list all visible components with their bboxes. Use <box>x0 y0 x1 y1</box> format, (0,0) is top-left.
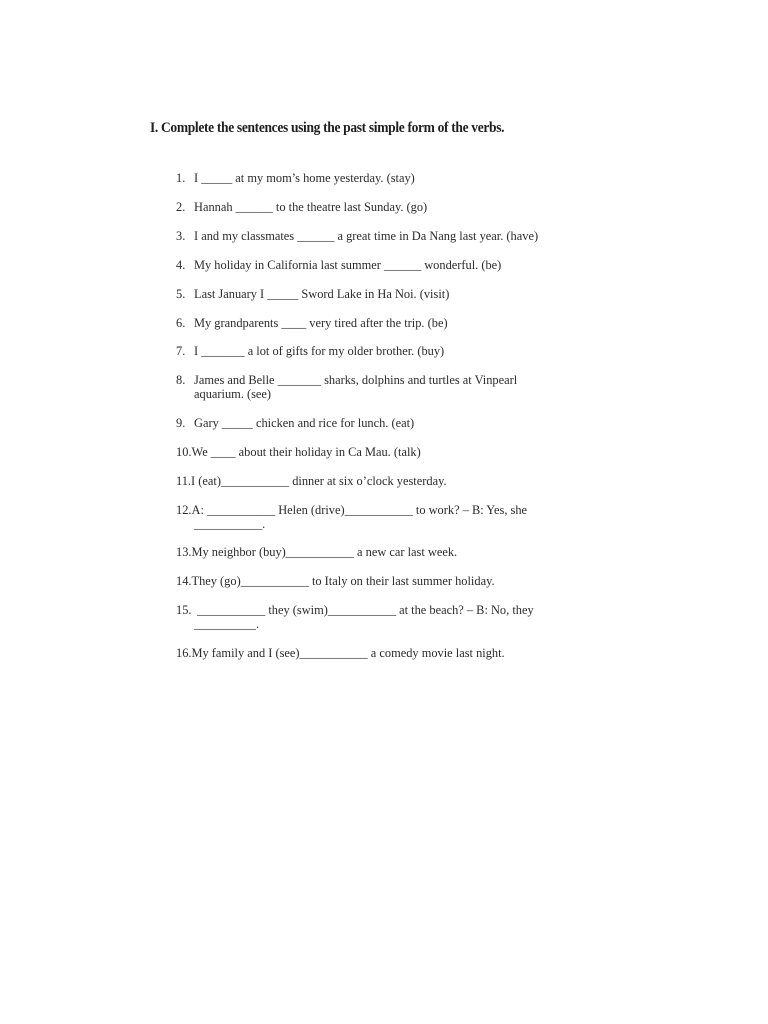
item-number: 13. <box>176 545 192 559</box>
item-text: I _______ a lot of gifts for my older brother. (buy) <box>194 344 445 358</box>
item-number: 1. <box>176 171 186 185</box>
exercise-item-9 <box>176 416 414 430</box>
item-number: 15. <box>176 603 192 617</box>
item-number: 8. <box>176 373 186 387</box>
exercise-item-10 <box>176 445 421 459</box>
item-text: Last January I _____ Sword Lake in Ha Noi. (visit) <box>194 287 450 301</box>
item-text: Gary _____ chicken and rice for lunch. (eat) <box>194 416 415 430</box>
exercise-item-1 <box>176 171 415 185</box>
item-number: 3. <box>176 229 186 243</box>
exercise-item-6 <box>176 316 448 330</box>
item-text: I and my classmates ______ a great time in Da Nang last year. (have) <box>194 229 539 243</box>
exercise-item-13 <box>176 545 457 559</box>
item-text: My neighbor (buy)___________ a new car last week. <box>191 545 458 559</box>
item-text: I _____ at my mom’s home yesterday. (stay) <box>194 171 415 185</box>
exercise-item-11 <box>176 474 447 488</box>
item-text: My holiday in California last summer ______ wonderful. (be) <box>194 258 502 272</box>
item-text: James and Belle _______ sharks, dolphins and turtles at Vinpearl <box>194 373 518 387</box>
exercise-item-7 <box>176 344 444 358</box>
exercise-item-8 <box>176 373 517 401</box>
item-text: I (eat)___________ dinner at six o’clock yesterday. <box>191 474 447 488</box>
item-text: A: ___________ Helen (drive)___________ to work? – B: Yes, she <box>191 503 528 517</box>
item-number: 5. <box>176 287 186 301</box>
item-text: My family and I (see)___________ a comedy movie last night. <box>191 646 505 660</box>
exercise-item-14 <box>176 574 495 588</box>
exercise-item-3 <box>176 229 538 243</box>
exercise-item-5 <box>176 287 449 301</box>
item-text: We ____ about their holiday in Ca Mau. (talk) <box>191 445 421 459</box>
item-number: 6. <box>176 316 186 330</box>
exercise-item-16 <box>176 646 505 660</box>
exercise-title: I. Complete the sentences using the past simple form of the verbs. <box>150 120 505 136</box>
item-text-continued: ___________. <box>194 517 266 531</box>
item-text-continued: aquarium. (see) <box>194 387 272 401</box>
item-number: 9. <box>176 416 186 430</box>
item-number: 11. <box>176 474 192 488</box>
item-number: 2. <box>176 200 186 214</box>
item-number: 14. <box>176 574 192 588</box>
item-number: 12. <box>176 503 192 517</box>
item-text: Hannah ______ to the theatre last Sunday. (go) <box>194 200 428 214</box>
item-number: 7. <box>176 344 186 358</box>
item-number: 10. <box>176 445 192 459</box>
exercise-item-4 <box>176 258 501 272</box>
item-text: My grandparents ____ very tired after the trip. (be) <box>194 316 448 330</box>
item-text-continued: __________. <box>194 617 260 631</box>
item-text: They (go)___________ to Italy on their last summer holiday. <box>191 574 495 588</box>
exercise-item-12 <box>176 503 527 531</box>
exercise-item-15 <box>176 603 534 631</box>
item-number: 4. <box>176 258 186 272</box>
item-number: 16. <box>176 646 192 660</box>
item-text: ___________ they (swim)___________ at the beach? – B: No, they <box>194 603 534 617</box>
exercise-item-2 <box>176 200 427 214</box>
